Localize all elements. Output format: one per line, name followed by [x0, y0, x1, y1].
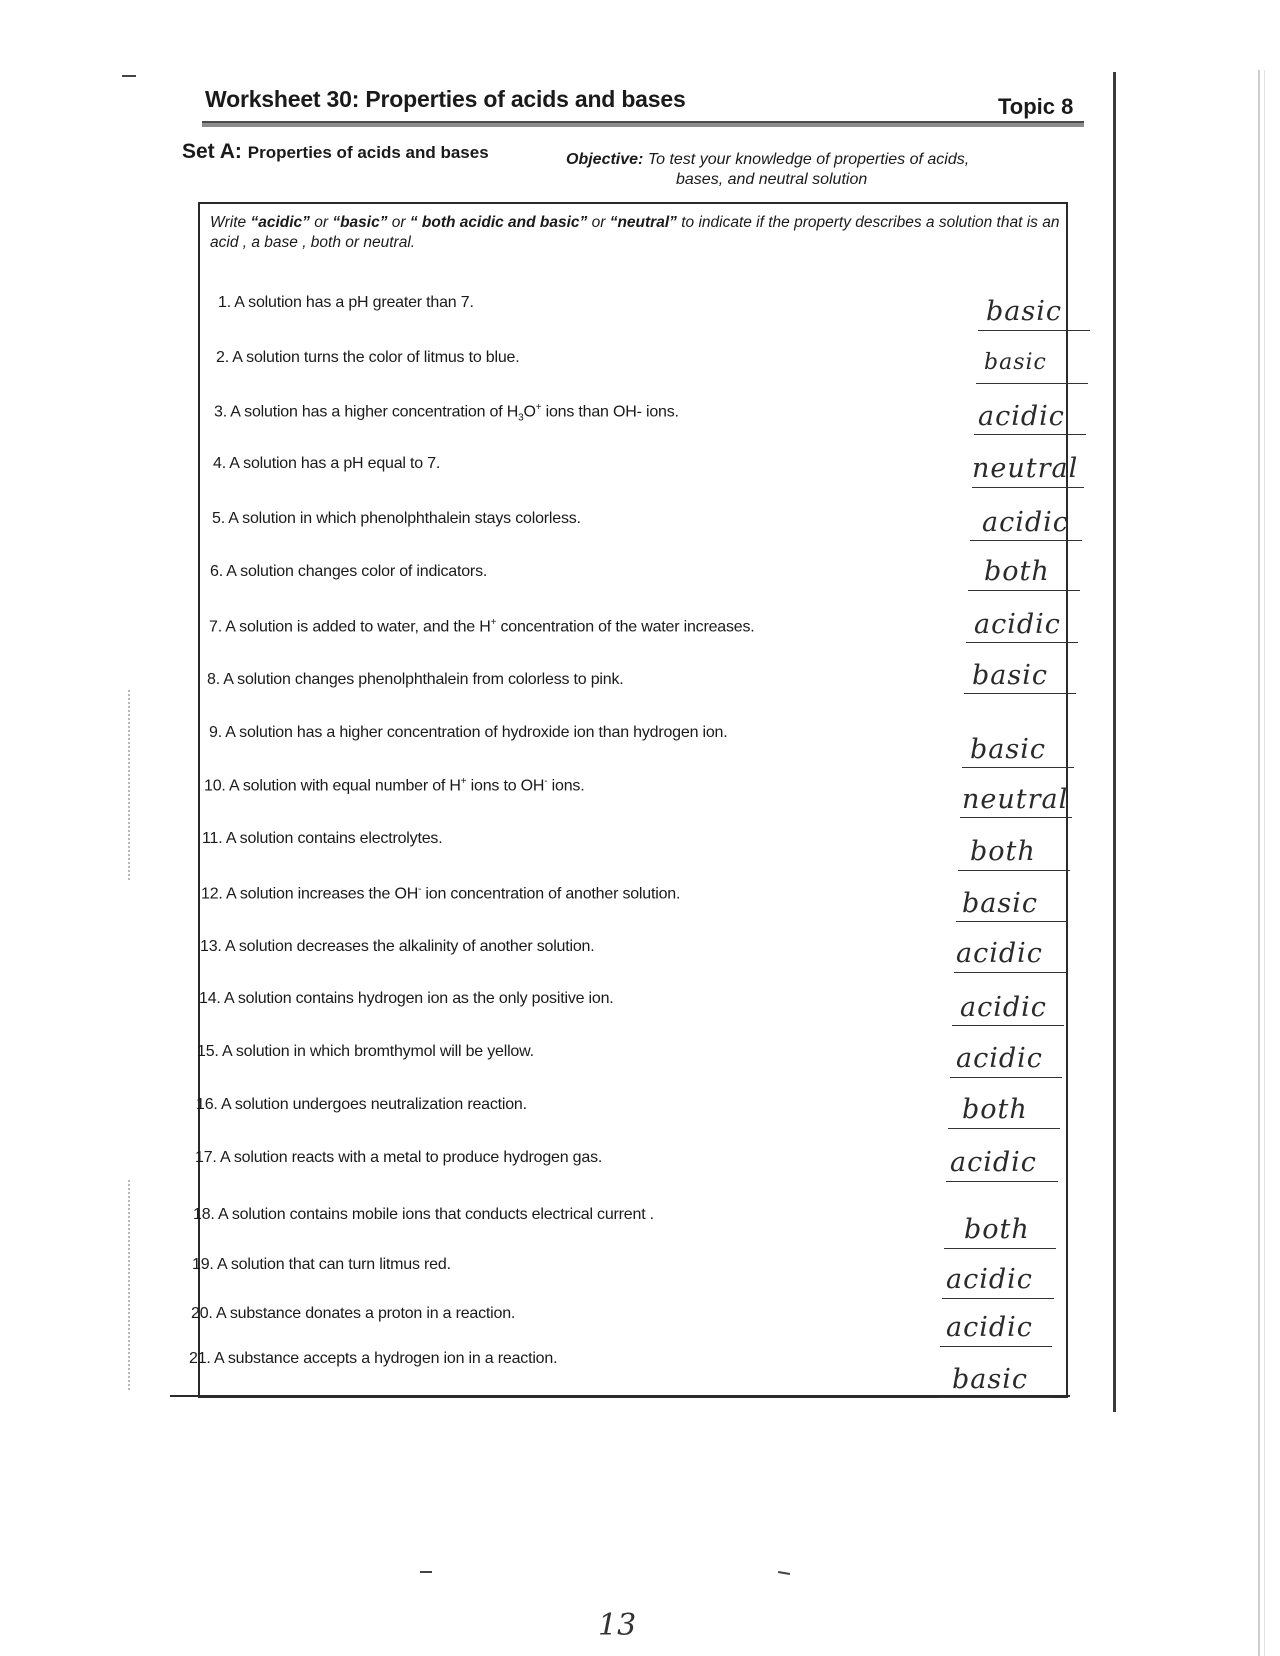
q10-superscript: + — [460, 776, 467, 787]
answer-15: acidic — [956, 1043, 1043, 1074]
question-4: 4. A solution has a pH equal to 7. — [213, 455, 441, 472]
set-label: Set A: — [182, 140, 242, 163]
q3-superscript: + — [535, 402, 542, 413]
answer-8: basic — [972, 660, 1048, 691]
question-6: 6. A solution changes color of indicators. — [210, 563, 488, 580]
q3-subscript: 3 — [518, 412, 524, 424]
answer-line — [940, 1346, 1052, 1347]
instr-term-both: “ both acidic and basic” — [409, 214, 588, 231]
instr-term-basic: “basic” — [332, 214, 388, 231]
q12-text: 12. A solution increases the OH — [201, 885, 419, 903]
question-20: 20. A substance donates a proton in a reaction. — [191, 1305, 516, 1322]
question-8: 8. A solution changes phenolphthalein from colorless to pink. — [207, 671, 624, 688]
answer-line — [956, 921, 1068, 922]
instr-text: or — [309, 214, 333, 231]
question-9: 9. A solution has a higher concentration of hydroxide ion than hydrogen ion. — [209, 724, 728, 741]
scan-mark — [122, 75, 136, 77]
answer-line — [938, 1397, 1050, 1398]
question-18: 18. A solution contains mobile ions that conducts electrical current . — [193, 1206, 654, 1223]
answer-line — [952, 1025, 1064, 1026]
question-21: 21. A substance accepts a hydrogen ion in a reaction. — [189, 1350, 558, 1367]
objective-label: Objective: — [566, 151, 644, 168]
box-bottom-line — [170, 1395, 1070, 1397]
question-17: 17. A solution reacts with a metal to produce hydrogen gas. — [195, 1149, 603, 1166]
question-2: 2. A solution turns the color of litmus to blue. — [216, 349, 520, 366]
answer-20: acidic — [946, 1312, 1033, 1343]
instr-term-acidic: “acidic” — [250, 214, 310, 231]
answer-3: acidic — [978, 401, 1065, 432]
answer-line — [974, 434, 1086, 435]
answer-5: acidic — [982, 507, 1069, 538]
answer-line — [960, 817, 1072, 818]
answer-line — [948, 1128, 1060, 1129]
q7-text: concentration of the water increases. — [496, 618, 755, 636]
answer-9: basic — [970, 734, 1046, 765]
page-number: 13 — [598, 1608, 637, 1643]
scan-mark — [778, 1571, 790, 1575]
q10-superscript: - — [544, 776, 548, 787]
objective — [566, 150, 1066, 190]
answer-line — [968, 590, 1080, 591]
answer-line — [972, 487, 1084, 488]
q10-text: ions. — [547, 777, 585, 795]
answer-line — [966, 642, 1078, 643]
instr-text: or — [587, 214, 610, 231]
question-14: 14. A solution contains hydrogen ion as the only positive ion. — [199, 990, 614, 1007]
answer-21: basic — [952, 1364, 1028, 1395]
answer-line — [942, 1298, 1054, 1299]
scan-edge — [1264, 70, 1265, 1656]
question-13: 13. A solution decreases the alkalinity of another solution. — [200, 938, 595, 955]
scan-edge — [1258, 70, 1260, 1656]
question-5: 5. A solution in which phenolphthalein stays colorless. — [212, 510, 581, 527]
q7-superscript: + — [490, 617, 497, 628]
question-11: 11. A solution contains electrolytes. — [202, 830, 443, 847]
topic-label: Topic 8 — [998, 94, 1074, 119]
question-7 — [209, 617, 755, 636]
question-16: 16. A solution undergoes neutralization reaction. — [196, 1096, 527, 1113]
objective-text-line2: bases, and neutral solution — [676, 171, 868, 188]
answer-17: acidic — [950, 1147, 1037, 1178]
q3-text: O — [523, 403, 536, 421]
answer-14: acidic — [960, 992, 1047, 1023]
answer-line — [944, 1248, 1056, 1249]
scan-dots — [128, 690, 130, 880]
scan-mark — [420, 1571, 432, 1573]
question-1: 1. A solution has a pH greater than 7. — [218, 294, 474, 311]
answer-4: neutral — [972, 453, 1079, 484]
answer-7: acidic — [974, 609, 1061, 640]
instr-text: Write — [210, 214, 251, 231]
answer-line — [958, 870, 1070, 871]
objective-text-line1: To test your knowledge of properties of acids, — [647, 151, 970, 168]
answer-line — [946, 1181, 1058, 1182]
q3-text: ions than OH- ions. — [541, 403, 679, 421]
scan-dots — [128, 1180, 130, 1390]
q12-superscript: - — [418, 884, 422, 895]
answer-line — [970, 540, 1082, 541]
answer-12: basic — [962, 888, 1038, 919]
question-19: 19. A solution that can turn litmus red. — [192, 1256, 451, 1273]
q10-text: ions to OH — [466, 777, 545, 795]
page-right-border — [1113, 72, 1116, 1412]
answer-line — [976, 383, 1088, 384]
title-rule — [202, 121, 1084, 127]
instr-text: to indicate if the property describes a solution that is an acid , a base , both or neutral. — [210, 214, 1060, 251]
q12-text: ion concentration of another solution. — [421, 885, 681, 903]
set-subtitle: Properties of acids and bases — [247, 143, 489, 162]
answer-2: basic — [984, 350, 1047, 375]
answer-line — [954, 972, 1066, 973]
answer-line — [964, 693, 1076, 694]
q3-text: 3. A solution has a higher concentration of H — [214, 403, 519, 421]
instr-term-neutral: “neutral” — [609, 214, 677, 231]
q10-text: 10. A solution with equal number of H — [204, 777, 461, 795]
question-15: 15. A solution in which bromthymol will be yellow. — [197, 1043, 534, 1060]
instructions — [210, 213, 1060, 253]
answer-1: basic — [986, 296, 1062, 327]
answer-19: acidic — [946, 1264, 1033, 1295]
q7-text: 7. A solution is added to water, and the H — [209, 618, 491, 636]
answer-line — [950, 1077, 1062, 1078]
question-3 — [214, 402, 679, 424]
answer-line — [978, 330, 1090, 331]
answer-11: both — [970, 836, 1036, 867]
answer-6: both — [984, 556, 1050, 587]
answer-18: both — [964, 1214, 1030, 1245]
set-heading — [182, 140, 489, 164]
answer-13: acidic — [956, 938, 1043, 969]
question-12 — [201, 884, 680, 903]
answer-10: neutral — [962, 784, 1069, 815]
question-10 — [204, 776, 584, 795]
answer-16: both — [962, 1094, 1028, 1125]
worksheet-title: Worksheet 30: Properties of acids and bases — [205, 86, 686, 112]
answer-line — [962, 767, 1074, 768]
instr-text: or — [387, 214, 410, 231]
